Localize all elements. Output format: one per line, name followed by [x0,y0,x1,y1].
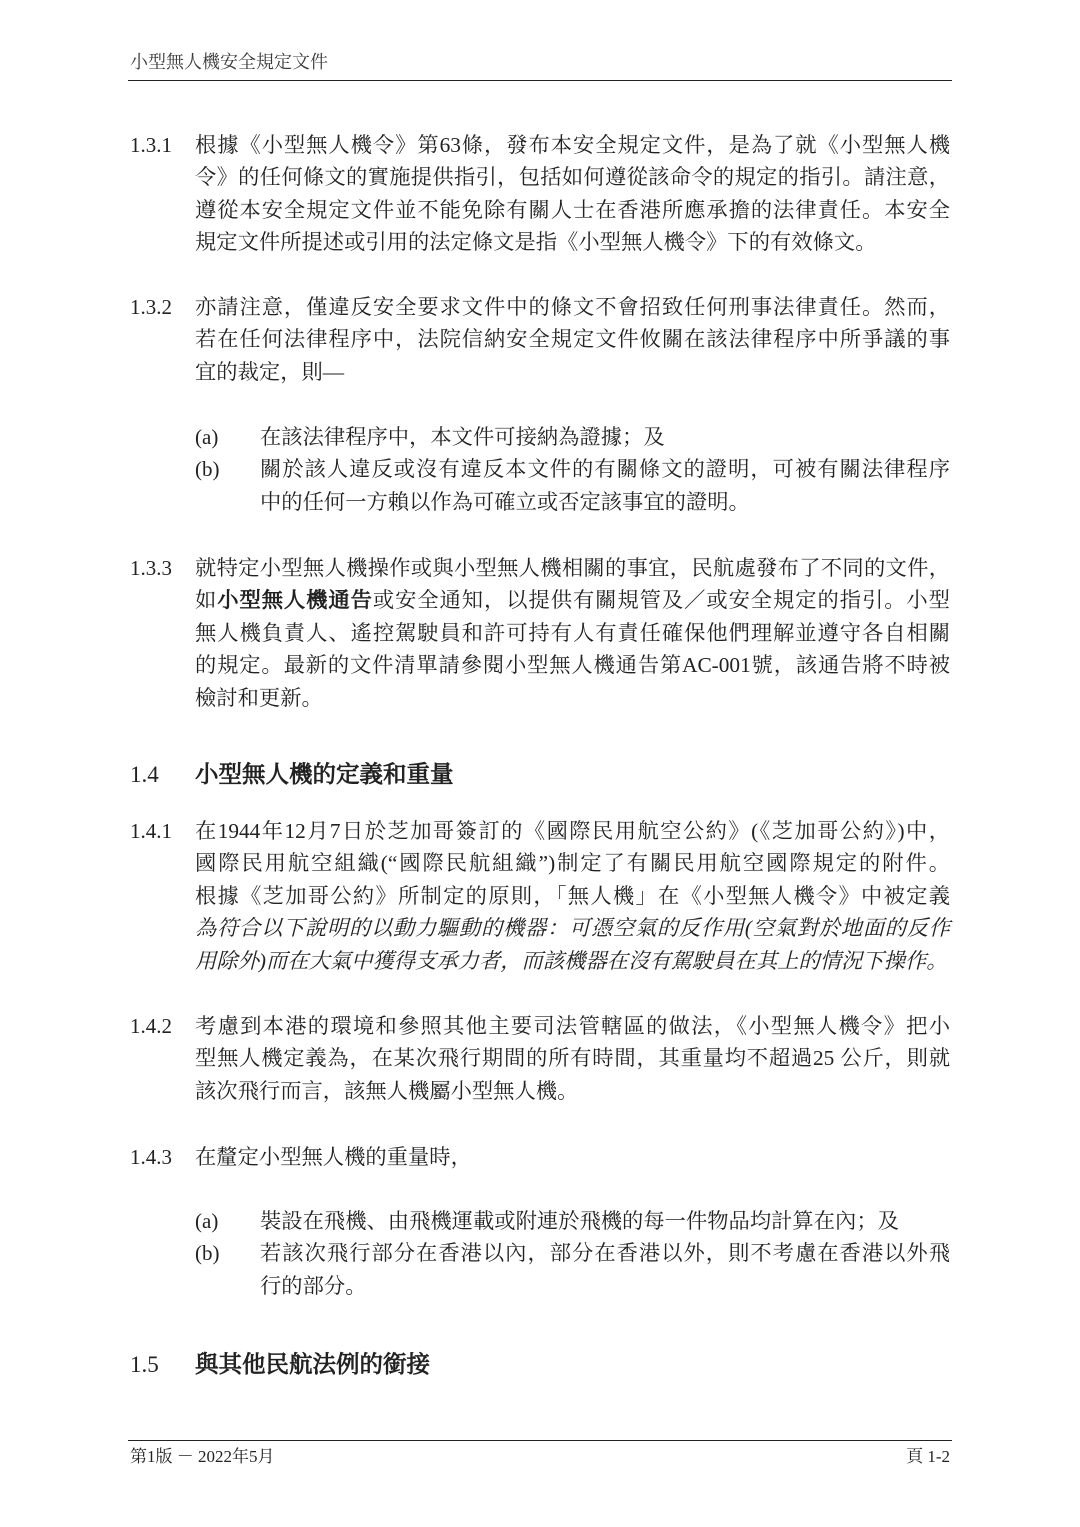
paragraph-number: 1.3.1 [130,132,172,157]
paragraph-body [195,129,955,259]
section-number: 1.4 [130,762,159,787]
list-item-a [195,421,955,454]
paragraph-line: 宜的裁定，則— [195,359,345,384]
line-text-after: 或安全通知，以提供有關規管及／或安全規定的指引。小型 [372,588,950,613]
paragraph-1-4-2 [130,1010,955,1108]
item-label: (a) [195,1208,219,1233]
item-line: 行的部分。 [260,1273,367,1298]
paragraph-line-italic: 用除外)而在大氣中獲得支承力者，而該機器在沒有駕駛員在其上的情況下操作。 [195,949,948,974]
paragraph-1-3-3 [130,552,955,715]
header-rule [128,80,952,81]
item-label: (a) [195,424,219,449]
section-title: 與其他民航法例的銜接 [195,1352,430,1378]
paragraph-line: 根據《小型無人機令》第63條，發布本安全規定文件，是為了就《小型無人機 [195,132,950,157]
line-text-before: 如 [195,588,218,613]
paragraph-1-3-2 [130,291,955,389]
paragraph-line: 亦請注意，僅違反安全要求文件中的條文不會招致任何刑事法律責任。然而， [195,294,950,319]
paragraph-line: 檢討和更新。 [195,686,323,711]
paragraph-line: 該次飛行而言，該無人機屬小型無人機。 [195,1078,579,1103]
paragraph-number: 1.4.3 [130,1144,172,1169]
section-heading-1-4 [130,758,955,792]
paragraph-line: 遵從本安全規定文件並不能免除有關人士在香港所應承擔的法律責任。本安全 [195,197,950,222]
list-item-b [195,453,955,518]
paragraph-1-3-1 [130,129,955,259]
item-body [260,1205,955,1238]
footer-page-number: 頁 1-2 [906,1447,950,1466]
paragraph-line: 就特定小型無人機操作或與小型無人機相關的事宜，民航處發布了不同的文件， [195,555,950,580]
paragraph-line: 國際民用航空組織(“國際民航組織”)制定了有關民用航空國際規定的附件。 [195,851,950,876]
paragraph-number: 1.4.1 [130,818,172,843]
item-body [260,453,955,518]
section-heading-1-5 [130,1348,955,1382]
item-label: (b) [195,1241,220,1266]
paragraph-line: 令》的任何條文的實施提供指引，包括如何遵從該命令的規定的指引。請注意， [195,165,950,190]
paragraph-body [195,552,955,715]
footer-edition: 第1版 － 2022年5月 [130,1447,275,1466]
paragraph-line: 在1944年12月7日於芝加哥簽訂的《國際民用航空公約》(《芝加哥公約》)中， [195,818,950,843]
item-line: 關於該人違反或沒有違反本文件的有關條文的證明，可被有關法律程序 [260,457,950,482]
paragraph-body [195,1010,955,1108]
list-item-a [195,1205,955,1238]
bold-term-aic: 小型無人機通告 [217,588,373,613]
section-number: 1.5 [130,1352,159,1377]
paragraph-line-italic: 為符合以下說明的以動力驅動的機器：可憑空氣的反作用(空氣對於地面的反作 [195,916,950,941]
paragraph-number: 1.3.3 [130,555,172,580]
paragraph-line: 無人機負責人、遙控駕駛員和許可持有人有責任確保他們理解並遵守各自相關 [195,620,950,645]
item-line: 中的任何一方賴以作為可確立或否定該事宜的證明。 [260,489,750,514]
footer-rule [128,1440,952,1441]
paragraph-line: 規定文件所提述或引用的法定條文是指《小型無人機令》下的有效條文。 [195,230,877,255]
running-header-title: 小型無人機安全規定文件 [130,52,328,72]
list-item-b [195,1237,955,1302]
paragraph-line: 若在任何法律程序中，法院信納安全規定文件攸關在該法律程序中所爭議的事 [195,327,950,352]
paragraph-body [195,815,955,978]
item-label: (b) [195,457,220,482]
item-line: 在該法律程序中，本文件可接納為證據；及 [260,424,665,449]
paragraph-1-4-3-items [195,1205,955,1303]
paragraph-1-4-1 [130,815,955,978]
paragraph-line [195,584,950,617]
paragraph-number: 1.4.2 [130,1013,172,1038]
paragraph-body [195,291,955,389]
item-body [260,1237,955,1302]
item-line: 若該次飛行部分在香港以內，部分在香港以外，則不考慮在香港以外飛 [260,1241,950,1266]
paragraph-1-3-2-items [195,421,955,519]
item-body [260,421,955,454]
paragraph-line: 的規定。最新的文件清單請參閱小型無人機通告第AC-001號，該通告將不時被 [195,653,950,678]
section-title: 小型無人機的定義和重量 [195,762,454,788]
item-line: 裝設在飛機、由飛機運載或附連於飛機的每一件物品均計算在內；及 [260,1208,899,1233]
paragraph-number: 1.3.2 [130,294,172,319]
paragraph-1-4-3 [130,1141,955,1174]
paragraph-line: 考慮到本港的環境和參照其他主要司法管轄區的做法，《小型無人機令》把小 [195,1013,950,1038]
paragraph-body [195,1141,955,1174]
paragraph-line: 在釐定小型無人機的重量時， [195,1144,472,1169]
paragraph-line: 根據《芝加哥公約》所制定的原則，「無人機」在《小型無人機令》中被定義 [195,883,950,908]
paragraph-line: 型無人機定義為，在某次飛行期間的所有時間，其重量均不超過25 公斤，則就 [195,1046,950,1071]
